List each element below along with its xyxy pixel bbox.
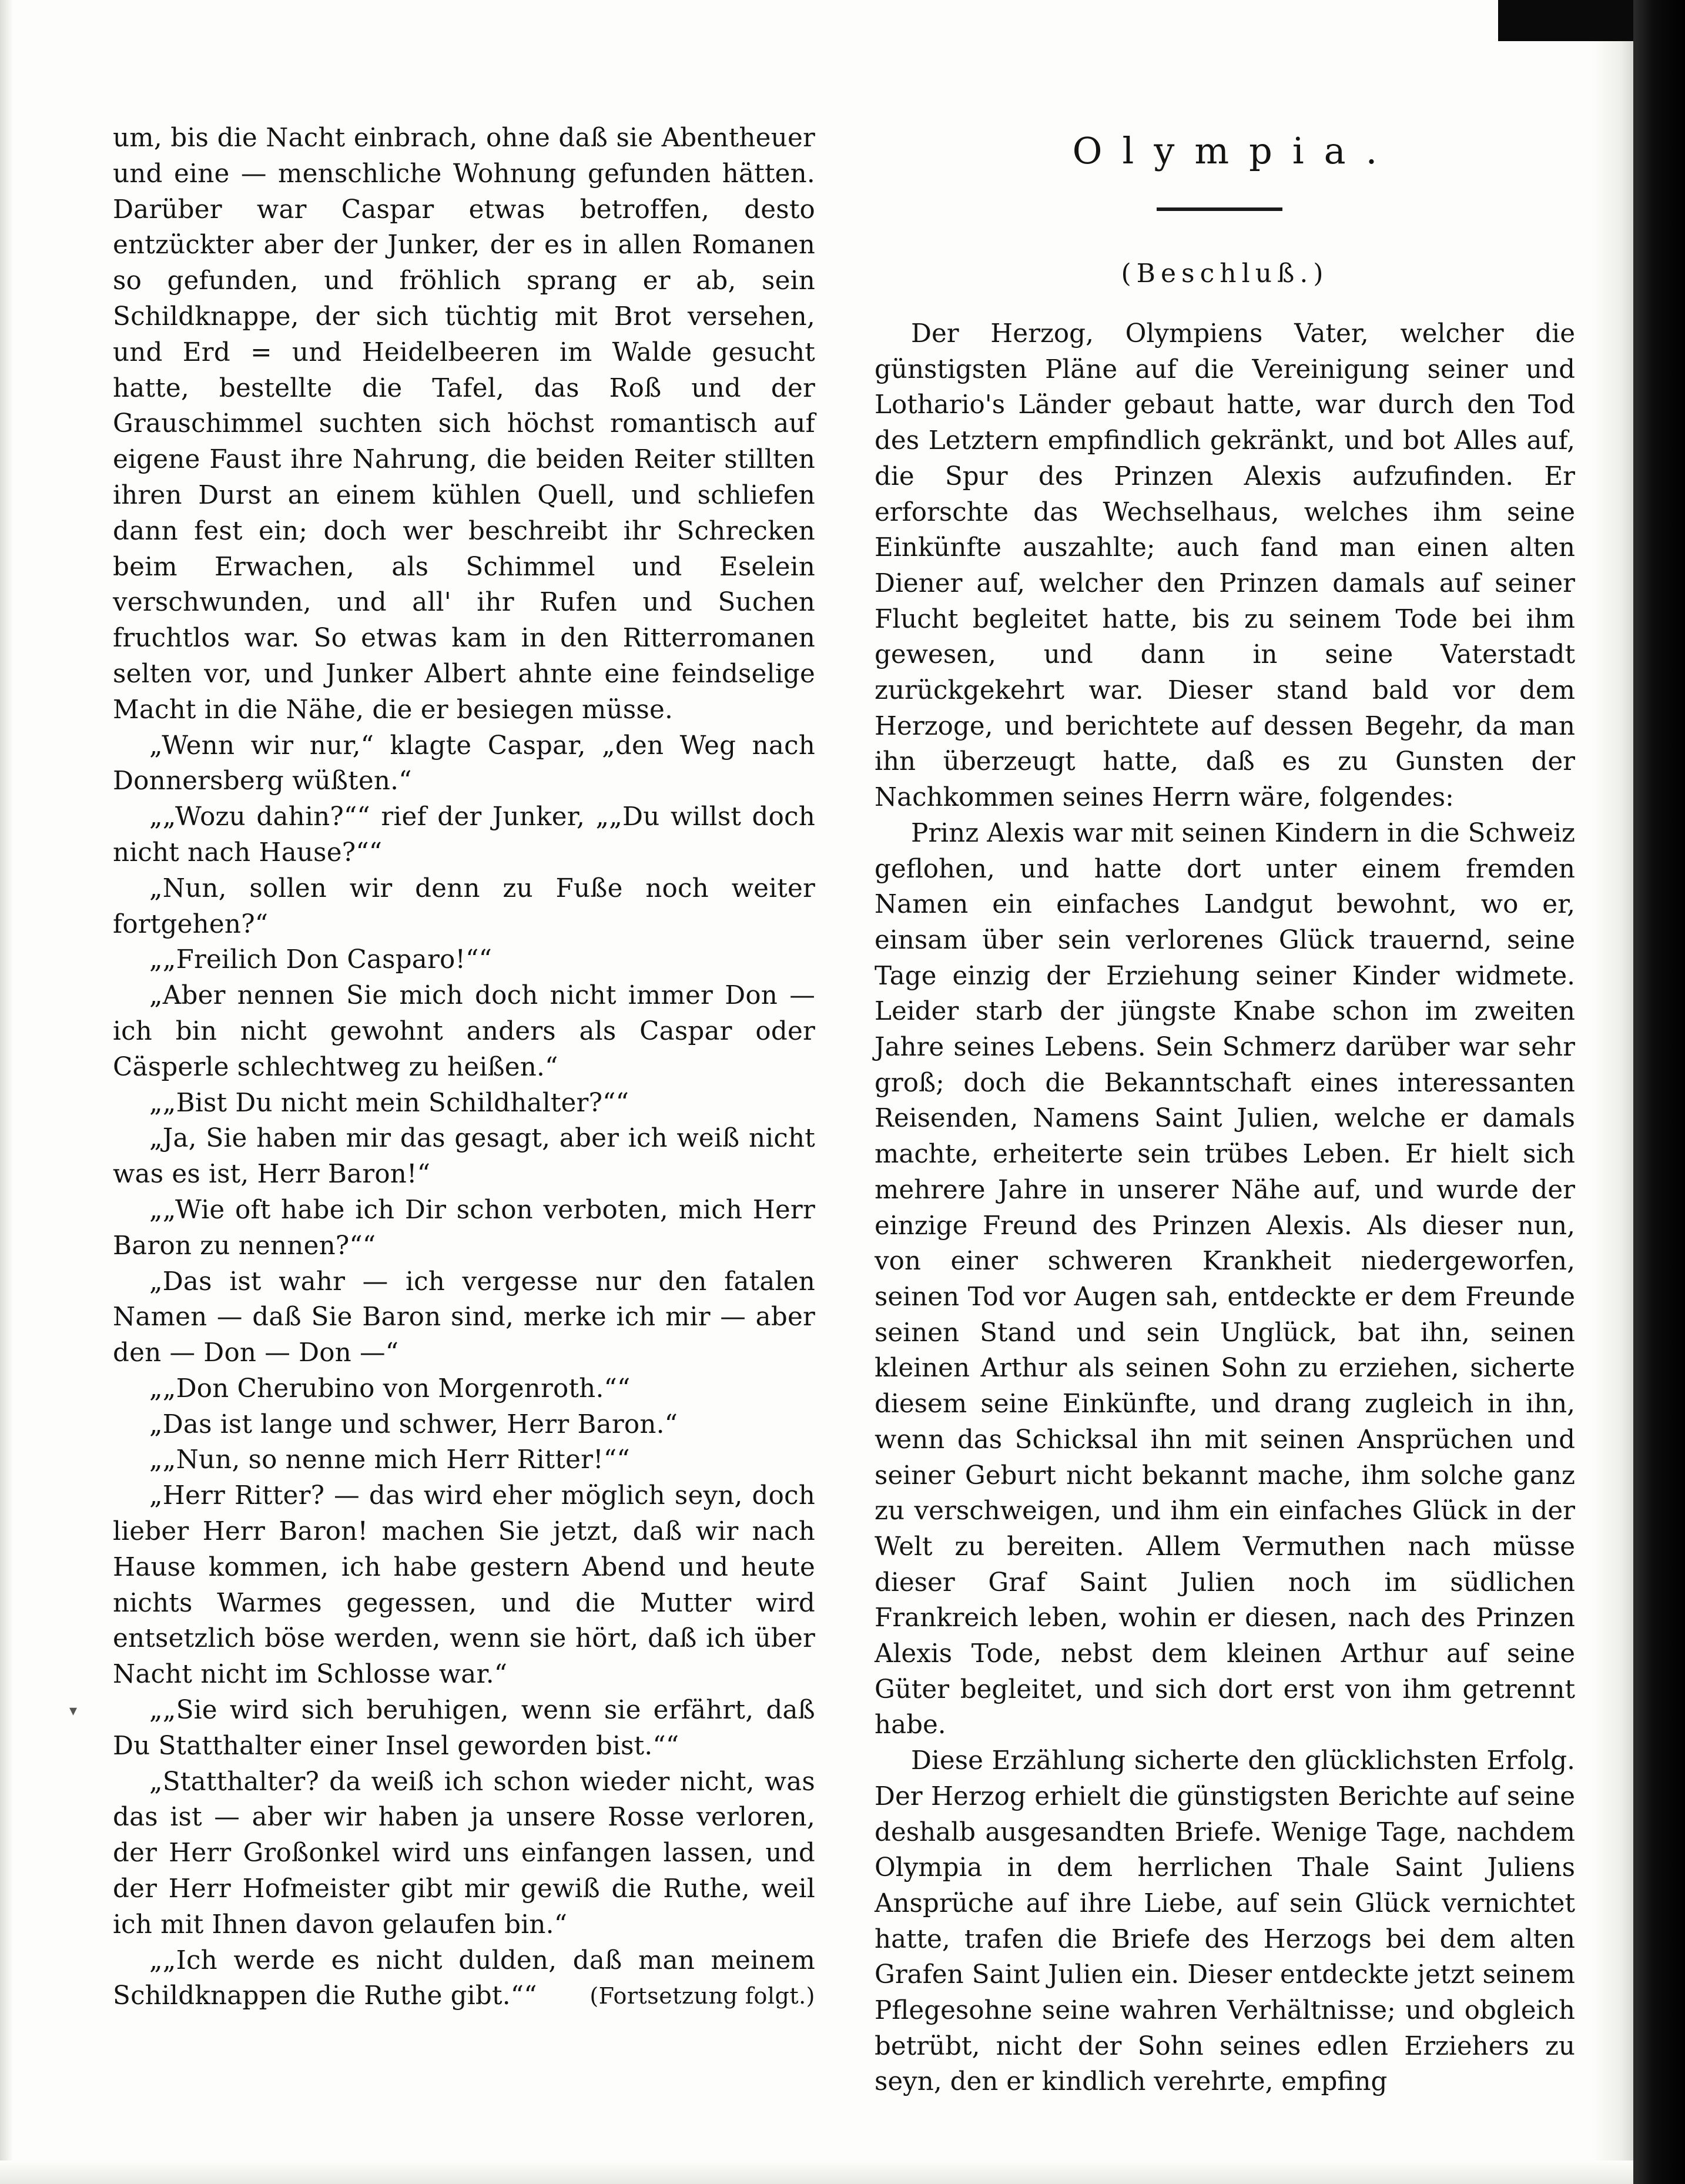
dialogue-line: „Nun, sollen wir denn zu Fuße noch weiter fortgehen?“ [113,873,815,939]
dialogue-line: „Das ist lange und schwer, Herr Baron.“ [149,1409,678,1439]
article-subtitle: (Beschluß.) [1121,259,1329,289]
dialogue-line: „„Bist Du nicht mein Schildhalter?““ [149,1088,629,1118]
dialogue-line: „Das ist wahr — ich vergesse nur den fatalen Namen — daß Sie Baron sind, merke ich mir — aber den — Don — Don —“ [113,1267,815,1368]
dialogue-text: „„Ich werde es nicht dulden, daß man meinem Schildknappen die Ruthe gibt.““ [113,1945,815,2011]
dialogue-line: „„Don Cherubino von Morgenroth.““ [149,1374,631,1403]
right-column [875,316,1575,2100]
dialogue-line: „„Sie wird sich beruhigen, wenn sie erfährt, daß Du Statthalter einer Insel geworden bist.““ [113,1696,815,1761]
page-shadow-left [0,0,13,2184]
right-paragraph-3: Diese Erzählung sicherte den glücklichsten Erfolg. Der Herzog erhielt die günstigsten Berichte auf seine deshalb ausgesandten Briefe. Wenige Tage, nachdem Olympia in dem herrlichen Thale Saint Juliens Ansprüche auf ihre Liebe, auf sein Glück vernichtet hatte, trafen die Briefe des Herzogs bei dem alten Grafen Saint Julien ein. Dieser entdeckte jetzt seinem Pflegesohne seine wahren Verhältnisse; und obgleich betrübt, nicht der Sohn seines edlen Erziehers zu seyn, den er kindlich verehrte, empfing [875,1746,1575,2097]
dialogue-line: „„Wie oft habe ich Dir schon verboten, mich Herr Baron zu nennen?““ [113,1195,815,1261]
right-paragraph-2: Prinz Alexis war mit seinen Kindern in die Schweiz geflohen, und hatte dort unter einem fremden Namen ein einfaches Landgut bewohnt, wo er, einsam über sein verlorenes Glück trauernd, seine Tage einzig der Erziehung seiner Kinder widmete. Leider starb der jüngste Knabe schon im zweiten Jahre seines Lebens. Sein Schmerz darüber war sehr groß; doch die Bekanntschaft eines interessanten Reisenden, Namens Saint Julien, welche er damals machte, erheiterte sein trübes Leben. Er hielt sich mehrere Jahre in unserer Nähe auf, und wurde der einzige Freund des Prinzen Alexis. Als dieser nun, von einer schweren Krankheit niedergeworfen, seinen Tod vor Augen sah, entdeckte er dem Freunde seinen Stand und sein Unglück, bat ihn, seinen kleinen Arthur als seinen Sohn zu erziehen, sicherte diesem seine Einkünfte, und drang zugleich in ihn, wenn das Schicksal ihn mit seinen Ansprüchen und seiner Geburt nicht bekannt mache, ihm solche ganz zu verschweigen, und ihm ein einfaches Glück in der Welt zu bereiten. Allem Vermuthen nach müsse dieser Graf Saint Julien noch im südlichen Frankreich leben, wohin er diesen, nach des Prinzen Alexis Tode, nebst dem kleinen Arthur auf seine Güter begleitet, und sich dort erst von ihm getrennt habe. [875,818,1575,1740]
right-paragraph-1: Der Herzog, Olympiens Vater, welcher die günstigsten Pläne auf die Vereinigung seiner und Lothario's Länder gebaut hatte, war durch den Tod des Letztern empfindlich gekränkt, und bot Alles auf, die Spur des Prinzen Alexis aufzufinden. Er erforschte das Wechselhaus, welches ihm seine Einkünfte auszahlte; auch fand man einen alten Diener auf, welcher den Prinzen damals auf seiner Flucht begleitet hatte, bis zu seinem Tode bei ihm gewesen, und dann in seine Vaterstadt zurückgekehrt war. Dieser stand bald vor dem Herzoge, und berichtete auf dessen Begehr, da man ihn überzeugt hatte, daß es zu Gunsten der Nachkommen seines Herrn wäre, folgendes: [875,319,1575,813]
left-column [113,120,815,2014]
continuation-note: (Fortsetzung folgt.) [589,1983,815,2009]
dialogue-line: „Ja, Sie haben mir das gesagt, aber ich weiß nicht was es ist, Herr Baron!“ [113,1124,815,1190]
margin-speck: ▾ [69,1702,78,1720]
page-shadow-bottom [0,2160,1633,2184]
dialogue-line-last [113,1943,815,2015]
page-gutter-shadow [1592,0,1633,2184]
dialogue-line: „„Freilich Don Casparo!““ [149,945,493,975]
dialogue-line: „Wenn wir nur,“ klagte Caspar, „den Weg nach Donnersberg wüßten.“ [113,731,815,796]
dialogue-line: „Aber nennen Sie mich doch nicht immer Don — ich bin nicht gewohnt anders als Caspar oder Cäsperle schlechtweg zu heißen.“ [113,981,815,1082]
dialogue-line: „Herr Ritter? — das wird eher möglich seyn, doch lieber Herr Baron! machen Sie jetzt, daß wir nach Hause kommen, ich habe gestern Abend und heute nichts Warmes gegessen, und die Mutter wird entsetzlich böse werden, wenn sie hört, daß ich über Nacht nicht im Schlosse war.“ [113,1481,815,1690]
article-title: Olympia. [1072,129,1398,172]
dialogue-line: „„Wozu dahin?““ rief der Junker, „„Du willst doch nicht nach Hause?““ [113,802,815,867]
dialogue-line: „Statthalter? da weiß ich schon wieder nicht, was das ist — aber wir haben ja unsere Rosse verloren, der Herr Großonkel wird uns einfangen lassen, und der Herr Hofmeister gibt mir gewiß die Ruthe, weil ich mit Ihnen davon gelaufen bin.“ [113,1767,815,1940]
left-paragraph-1: um, bis die Nacht einbrach, ohne daß sie Abentheuer und eine — menschliche Wohnung gefunden hätten. Darüber war Caspar etwas betroffen, desto entzückter aber der Junker, der es in allen Romanen so gefunden, und fröhlich sprang er ab, sein Schildknappe, der sich tüchtig mit Brot versehen, und Erd = und Heidelbeeren im Walde gesucht hatte, bestellte die Tafel, das Roß und der Grauschimmel suchten sich höchst romantisch auf eigene Faust ihre Nahrung, die beiden Reiter stillten ihren Durst an einem kühlen Quell, und schliefen dann fest ein; doch wer beschreibt ihr Schrecken beim Erwachen, als Schimmel und Eselein verschwunden, und all' ihr Rufen und Suchen fruchtlos war. So etwas kam in den Ritterromanen selten vor, und Junker Albert ahnte eine feindselige Macht in die Nähe, die er besiegen müsse. [113,123,815,725]
binding-corner [1498,0,1633,41]
dialogue-line: „„Nun, so nenne mich Herr Ritter!““ [149,1445,630,1475]
binding-strip [1633,0,1685,2184]
title-rule [1157,207,1282,211]
